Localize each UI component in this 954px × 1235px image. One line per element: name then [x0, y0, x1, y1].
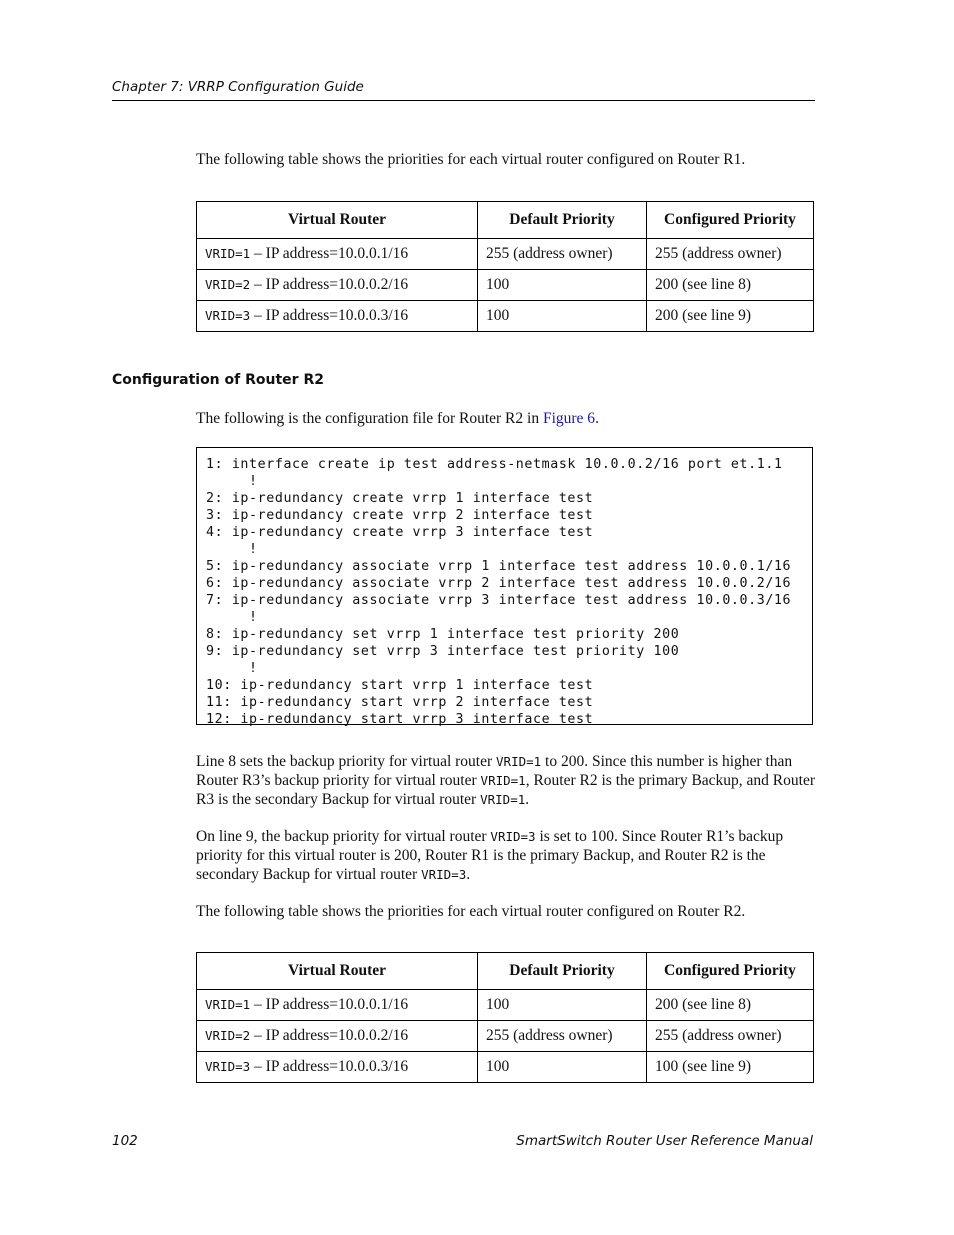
code-line: 1: interface create ip test address-netmask 10.0.0.2/16 port et.1.1: [206, 457, 783, 472]
vrid-code: VRID=3: [421, 867, 467, 882]
vrid-code: VRID=1: [205, 997, 251, 1012]
cell-virtual-router: [197, 239, 478, 270]
cell-virtual-router: [197, 301, 478, 332]
cell-configured-priority: 255 (address owner): [647, 1021, 814, 1052]
manual-title: SmartSwitch Router User Reference Manual: [516, 1133, 813, 1149]
text: to 200. Since this number is higher than Router R3’s backup priority for virtual router: [196, 753, 793, 789]
cell-virtual-router: [197, 1052, 478, 1083]
priority-table-r1: [196, 201, 814, 332]
table-row: [197, 301, 814, 332]
text: Line 8 sets the backup priority for virtual router: [196, 753, 497, 770]
header-virtual-router: Virtual Router: [197, 202, 478, 239]
intro-r2-table-paragraph: The following table shows the priorities for each virtual router configured on Router R2.: [196, 903, 746, 920]
page-number: 102: [112, 1133, 138, 1149]
vrid-code: VRID=1: [205, 246, 251, 261]
line9-explanation-paragraph: [196, 827, 816, 884]
priority-table-r2: [196, 952, 814, 1083]
code-line: 5: ip-redundancy associate vrrp 1 interface test address 10.0.0.1/16: [206, 559, 792, 574]
cell-configured-priority: 200 (see line 9): [647, 301, 814, 332]
cell-default-priority: 100: [478, 301, 647, 332]
code-line: 9: ip-redundancy set vrrp 3 interface test priority 100: [206, 644, 680, 659]
ip-address: – IP address=10.0.0.1/16: [250, 245, 409, 262]
vrid-code: VRID=2: [205, 1028, 251, 1043]
code-line: 11: ip-redundancy start vrrp 2 interface test: [206, 695, 594, 710]
ip-address: – IP address=10.0.0.2/16: [250, 276, 409, 293]
header-default-priority: Default Priority: [478, 953, 647, 990]
cell-virtual-router: [197, 990, 478, 1021]
figure-6-link[interactable]: Figure 6: [542, 410, 596, 427]
table-row: [197, 270, 814, 301]
vrid-code: VRID=1: [496, 754, 542, 769]
code-line: !: [206, 474, 258, 489]
cell-virtual-router: [197, 1021, 478, 1052]
ip-address: – IP address=10.0.0.2/16: [250, 1027, 409, 1044]
code-line: 7: ip-redundancy associate vrrp 3 interface test address 10.0.0.3/16: [206, 593, 792, 608]
code-line: 2: ip-redundancy create vrrp 1 interface test: [206, 491, 594, 506]
intro-r1-paragraph: The following table shows the priorities for each virtual router configured on Router R1.: [196, 151, 746, 168]
vrid-code: VRID=2: [205, 277, 251, 292]
vrid-code: VRID=3: [205, 1059, 251, 1074]
text: .: [466, 866, 471, 883]
ip-address: – IP address=10.0.0.1/16: [250, 996, 409, 1013]
table-row: [197, 1021, 814, 1052]
intro-r2-config-paragraph: [196, 409, 816, 428]
code-line: 10: ip-redundancy start vrrp 1 interface test: [206, 678, 594, 693]
cell-default-priority: 255 (address owner): [478, 239, 647, 270]
code-line: 3: ip-redundancy create vrrp 2 interface test: [206, 508, 594, 523]
table-row: [197, 990, 814, 1021]
table-row: [197, 1052, 814, 1083]
code-line: !: [206, 610, 258, 625]
text: is set to 100. Since Router R1’s backup priority for this virtual router is 200, Router R1 is the primary Backup, and Router R2 is the secondary Backup for virtual router: [196, 828, 784, 883]
vrid-code: VRID=1: [480, 773, 526, 788]
cell-default-priority: 100: [478, 270, 647, 301]
cell-configured-priority: 255 (address owner): [647, 239, 814, 270]
line8-explanation-paragraph: [196, 752, 816, 809]
chapter-title: Chapter 7: VRRP Configuration Guide: [112, 79, 364, 95]
header-configured-priority: Configured Priority: [647, 953, 814, 990]
text: .: [525, 791, 530, 808]
running-header: [112, 79, 815, 101]
header-virtual-router: Virtual Router: [197, 953, 478, 990]
section-heading-r2: Configuration of Router R2: [112, 372, 324, 388]
ip-address: – IP address=10.0.0.3/16: [250, 1058, 409, 1075]
code-line: 12: ip-redundancy start vrrp 3 interface test: [206, 712, 594, 727]
code-line: 4: ip-redundancy create vrrp 3 interface test: [206, 525, 594, 540]
header-default-priority: Default Priority: [478, 202, 647, 239]
header-configured-priority: Configured Priority: [647, 202, 814, 239]
cell-configured-priority: 100 (see line 9): [647, 1052, 814, 1083]
vrid-code: VRID=3: [490, 829, 536, 844]
intro-text: The following is the configuration file for Router R2 in: [196, 410, 543, 427]
ip-address: – IP address=10.0.0.3/16: [250, 307, 409, 324]
vrid-code: VRID=3: [205, 308, 251, 323]
config-code-box: [196, 447, 813, 725]
code-line: 8: ip-redundancy set vrrp 1 interface test priority 200: [206, 627, 680, 642]
code-line: 6: ip-redundancy associate vrrp 2 interface test address 10.0.0.2/16: [206, 576, 792, 591]
code-line: !: [206, 542, 258, 557]
code-line: !: [206, 661, 258, 676]
cell-default-priority: 255 (address owner): [478, 1021, 647, 1052]
cell-default-priority: 100: [478, 1052, 647, 1083]
cell-configured-priority: 200 (see line 8): [647, 990, 814, 1021]
cell-virtual-router: [197, 270, 478, 301]
cell-default-priority: 100: [478, 990, 647, 1021]
intro-text-end: .: [595, 410, 599, 427]
table-row: [197, 239, 814, 270]
table-header-row: [197, 953, 814, 990]
text: , Router R2 is the primary Backup, and Router R3 is the secondary Backup for virtual router: [196, 772, 815, 808]
cell-configured-priority: 200 (see line 8): [647, 270, 814, 301]
text: On line 9, the backup priority for virtual router: [196, 828, 491, 845]
vrid-code: VRID=1: [480, 792, 526, 807]
table-header-row: [197, 202, 814, 239]
